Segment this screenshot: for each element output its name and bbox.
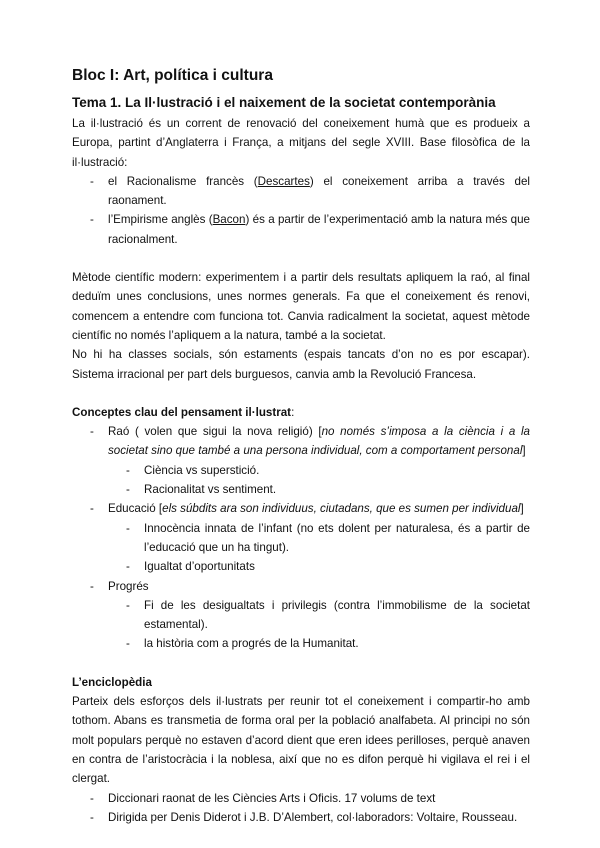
list-item: - Dirigida per Denis Diderot i J.B. D’Alembert, col·laboradors: Voltaire, Rousseau. xyxy=(90,810,518,824)
concept-item-rao: - Raó ( volen que sigui la nova religió) [no només s’imposa a la ciència i a la societat sino que també a una persona individual, com a comportament personal] xyxy=(90,425,530,458)
encyclopedia-paragraph: Parteix dels esforços dels il·lustrats per reunir tot el coneixement i compartir-ho amb tothom. Abans es transmetia de forma oral per la població analfabeta. Al principi no són molt populars perquè no estaven d’acord dient que eren idees perilloses, perquè anaven en contra de l’aristocràcia i la noblesa, així que no es difon perquè hi vigilava el rei i el clergat. xyxy=(72,695,530,786)
method-paragraph: Mètode científic modern: experimentem i a partir dels resultats apliquem la raó, al final deduïm unes conclusions, unes normes generals. Fa que el coneixement és renovi, comencem a entendre com funciona tot. Canvia radicalment la societat, aquest mètode científic no només l’apliquem a la natura, també a la societat. xyxy=(72,271,530,342)
block-title: Bloc I: Art, política i cultura xyxy=(72,67,273,84)
intro-paragraph: La il·lustració és un corrent de renovació del coneixement humà que es produeix a Europa, partint d’Anglaterra i França, a mitjans del segle XVIII. Base filosòfica de la il·lustració: xyxy=(72,117,530,169)
list-item: - l’Empirisme anglès (Bacon) és a partir de l’experimentació amb la natura més que racionalment. xyxy=(72,210,530,249)
sub-item: - la història com a progrés de la Humanitat. xyxy=(126,637,359,651)
document-page xyxy=(72,66,530,827)
estates-paragraph: No hi ha classes socials, són estaments (espais tancats d’on no es por escapar). Sistema irracional per part dels burguesos, canvia amb la Revolució Francesa. xyxy=(72,348,530,381)
encyclopedia-heading: L’enciclopèdia xyxy=(72,675,152,689)
list-item: - Diccionari raonat de les Ciències Arts i Oficis. 17 volums de text xyxy=(90,791,436,805)
list-item: - el Racionalisme francès (Descartes) el coneixement arriba a través del raonament. xyxy=(72,172,530,211)
sub-item: - Fi de les desigualtats i privilegis (contra l’immobilisme de la societat estamental). xyxy=(126,598,530,632)
list-dash: - xyxy=(90,174,94,188)
concepts-heading: Conceptes clau del pensament il·lustrat: xyxy=(72,405,295,419)
list-dash: - xyxy=(90,213,94,227)
bacon-link[interactable]: Bacon xyxy=(212,213,246,227)
concept-item-progres: - Progrés xyxy=(90,579,149,593)
concept-item-educacio: - Educació [els súbdits ara son individuus, ciutadans, que es sumen per individual] xyxy=(90,502,524,516)
sub-item: - Innocència innata de l’infant (no ets dolent per naturalesa, és a partir de l’educació que un ha tingut). xyxy=(126,521,530,554)
topic-title: Tema 1. La Il·lustració i el naixement de la societat contemporània xyxy=(72,95,496,110)
sub-item: - Racionalitat vs sentiment. xyxy=(126,483,277,497)
sub-item: - Ciència vs superstició. xyxy=(126,463,260,477)
descartes-link[interactable]: Descartes xyxy=(257,174,310,188)
sub-item: - Igualtat d’oportunitats xyxy=(126,560,255,574)
